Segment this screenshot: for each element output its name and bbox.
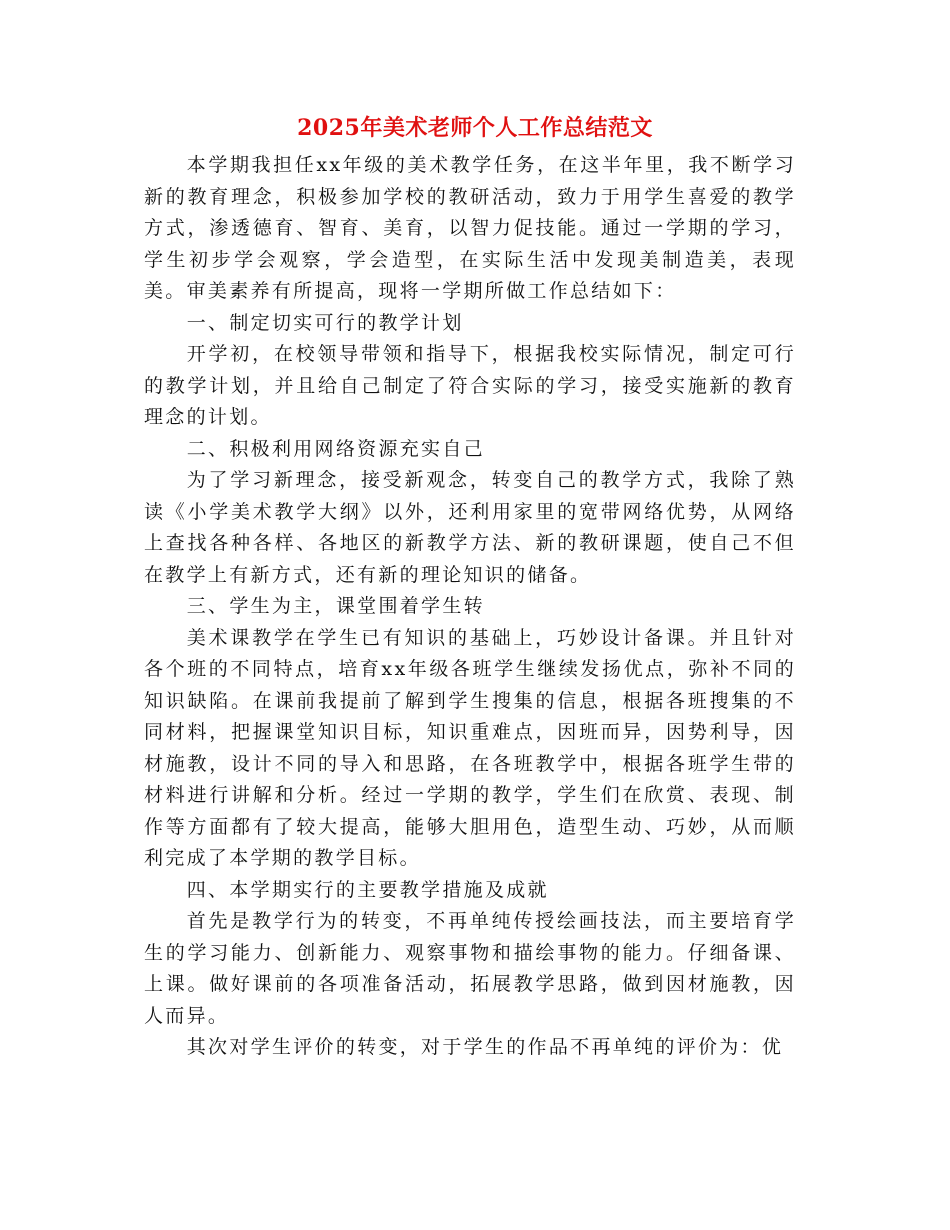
section-heading-4: 四、本学期实行的主要教学措施及成就	[186, 878, 549, 901]
section-paragraph-3: 美术课教学在学生已有知识的基础上，巧妙设计备课。并且针对各个班的不同特点，培育xx年级各班学生继续发扬优点，弥补不同的知识缺陷。在课前我提前了解到学生搜集的信息，根据各班搜集的不同材料，把握课堂知识目标，知识重难点，因班而异，因势利导，因材施教，设计不同的导入和思路，在各班教学中，根据各班学生带的材料进行讲解和分析。经过一学期的教学，学生们在欣赏、表现、制作等方面都有了较大提高，能够大胆用色，造型生动、巧妙，从而顺利完成了本学期的教学目标。	[144, 626, 796, 869]
section-paragraph-4: 首先是教学行为的转变，不再单纯传授绘画技法，而主要培育学生的学习能力、创新能力、观察事物和描绘事物的能力。仔细备课、上课。做好课前的各项准备活动，拓展教学思路，做到因材施教，因人而异。	[144, 910, 796, 1027]
intro-paragraph: 本学期我担任xx年级的美术教学任务，在这半年里，我不断学习新的教育理念，积极参加学校的教研活动，致力于用学生喜爱的教学方式，渗透德育、智育、美育，以智力促技能。通过一学期的学习，学生初步学会观察，学会造型，在实际生活中发现美制造美，表现美。审美素养有所提高，现将一学期所做工作总结如下：	[144, 154, 796, 302]
section-heading-1: 一、制定切实可行的教学计划	[186, 311, 464, 334]
section-heading-2: 二、积极利用网络资源充实自己	[186, 437, 485, 460]
section-paragraph-5: 其次对学生评价的转变，对于学生的作品不再单纯的评价为：优	[186, 1036, 784, 1058]
page-title: 2025年美术老师个人工作总结范文	[297, 115, 653, 141]
section-paragraph-2: 为了学习新理念，接受新观念，转变自己的教学方式，我除了熟读《小学美术教学大纲》以外，还利用家里的宽带网络优势，从网络上查找各种各样、各地区的新教学方法、新的教研课题，使自己不但在教学上有新方式，还有新的理论知识的储备。	[144, 469, 796, 586]
section-paragraph-1: 开学初，在校领导带领和指导下，根据我校实际情况，制定可行的教学计划，并且给自己制定了符合实际的学习，接受实施新的教育理念的计划。	[144, 343, 796, 428]
section-heading-3: 三、学生为主，课堂围着学生转	[186, 595, 485, 617]
document-body	[144, 150, 796, 1064]
